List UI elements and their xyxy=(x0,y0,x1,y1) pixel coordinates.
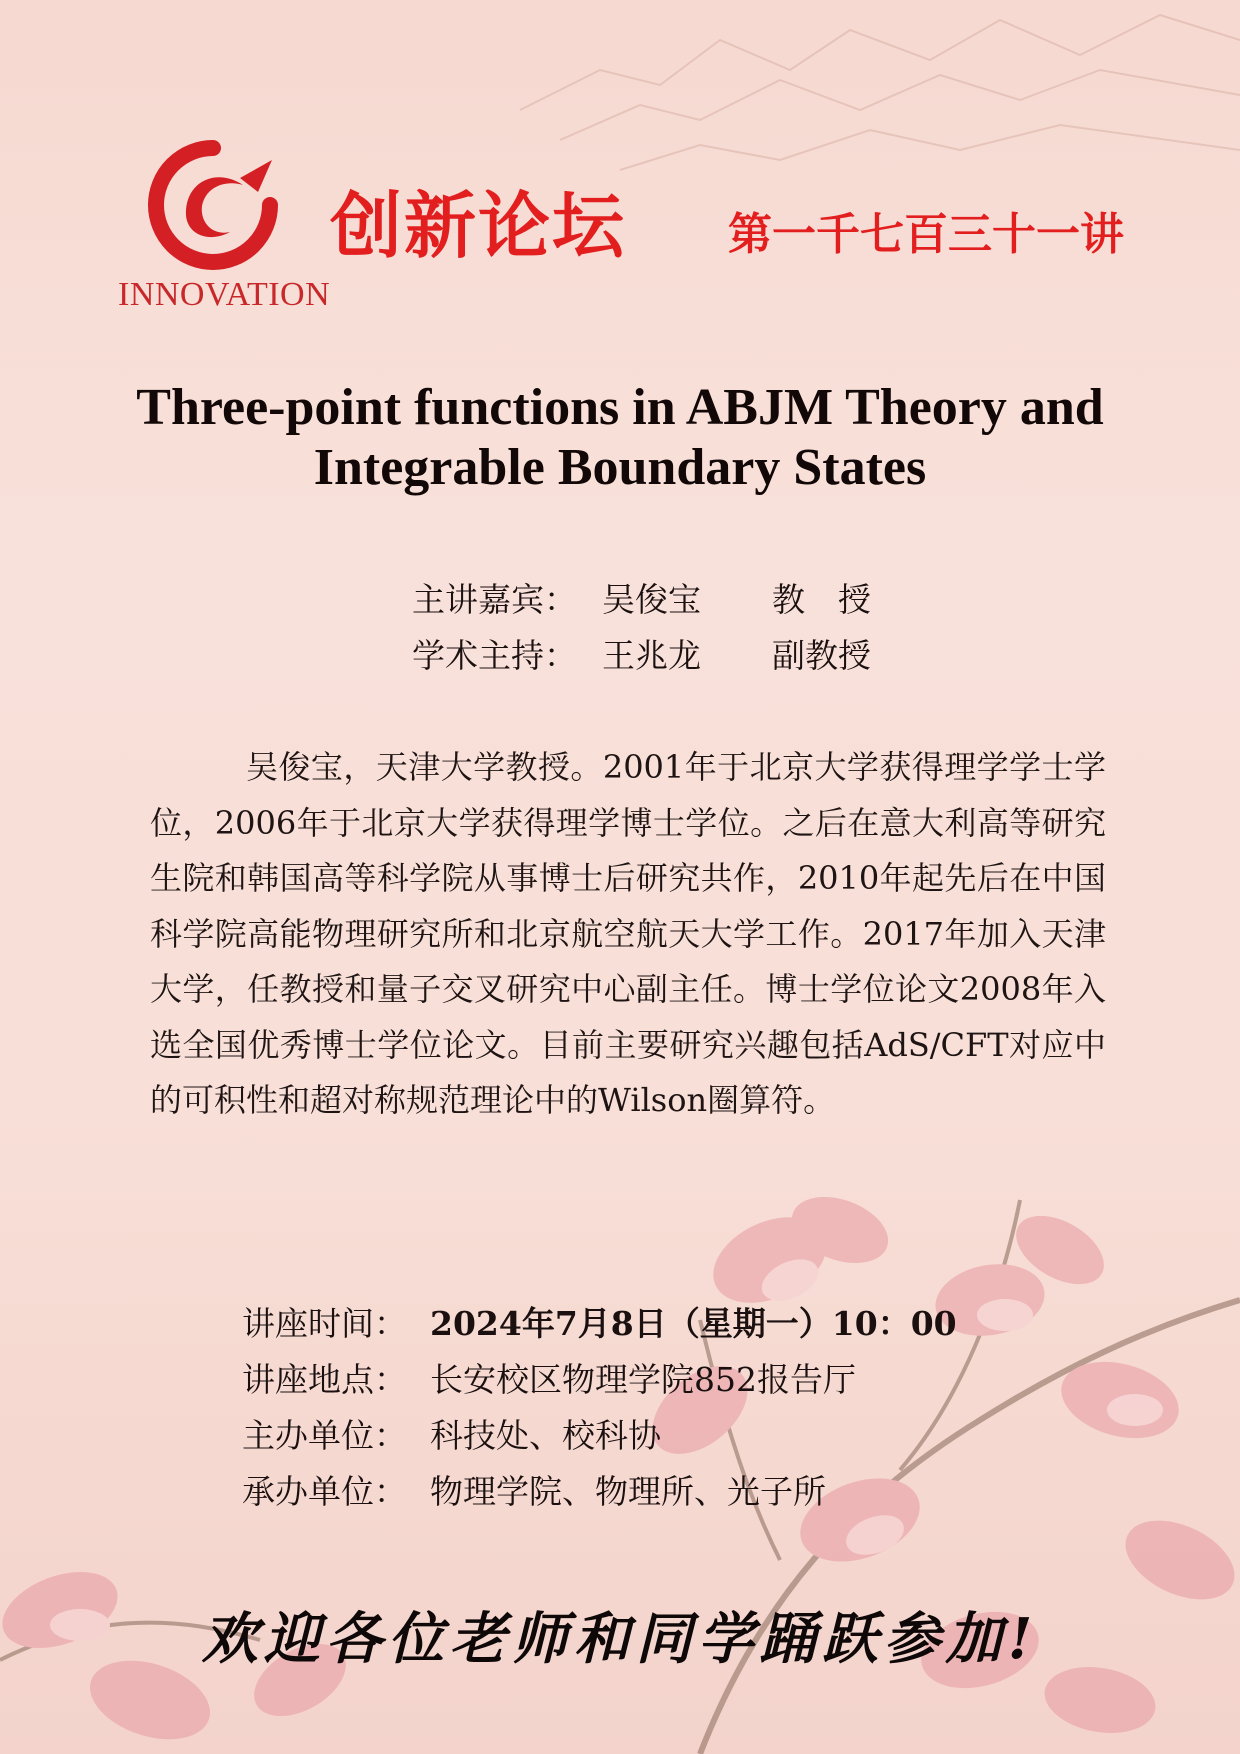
host-unit-label: 承办单位： xyxy=(242,1472,407,1511)
mountain-illustration xyxy=(520,15,1240,170)
lecture-time-value: 2024年7月8日（星期一）10：00 xyxy=(430,1304,957,1343)
lecture-number: 第一千七百三十一讲 xyxy=(728,209,1124,260)
lecture-place-row xyxy=(242,1354,856,1404)
speaker-title: 教 授 xyxy=(772,580,871,619)
talk-title-line-1: Three-point functions in ABJM Theory and xyxy=(136,379,1104,436)
innovation-logo-icon xyxy=(148,140,278,270)
organizer-value: 科技处、校科协 xyxy=(430,1416,661,1455)
talk-title-line-2: Integrable Boundary States xyxy=(313,439,927,496)
organizer-row xyxy=(242,1410,661,1460)
speaker-biography: 吴俊宝，天津大学教授。2001年于北京大学获得理学学士学位，2006年于北京大学获得理学博士学位。之后在意大利高等研究生院和韩国高等科学院从事博士后研究共作，2010年起先后在中国科学院高能物理研究所和北京航空航天大学工作。2017年加入天津大学，任教授和量子交叉研究中心副主任。博士学位论文2008年入选全国优秀博士学位论文。目前主要研究兴趣包括AdS/CFT对应中的可积性和超对称规范理论中的Wilson圈算符。 xyxy=(150,748,1106,1119)
welcome-message: 欢迎各位老师和同学踊跃参加! xyxy=(201,1606,1039,1672)
logo-text: INNOVATION xyxy=(118,276,331,313)
lecture-time-row xyxy=(242,1298,957,1348)
lecture-time-label: 讲座时间： xyxy=(242,1304,407,1343)
host-unit-value: 物理学院、物理所、光子所 xyxy=(430,1472,826,1511)
host-unit-row xyxy=(242,1466,826,1516)
host-label: 学术主持： xyxy=(412,636,577,675)
speaker-name: 吴俊宝 xyxy=(602,580,701,619)
lecture-place-label: 讲座地点： xyxy=(242,1360,407,1399)
talk-title xyxy=(40,378,1200,498)
speaker-label: 主讲嘉宾： xyxy=(412,580,577,619)
host-name: 王兆龙 xyxy=(602,636,701,675)
organizer-label: 主办单位： xyxy=(242,1416,407,1455)
lecture-place-value: 长安校区物理学院852报告厅 xyxy=(430,1360,856,1399)
forum-title: 创新论坛 xyxy=(330,184,627,268)
host-title: 副教授 xyxy=(772,636,871,675)
